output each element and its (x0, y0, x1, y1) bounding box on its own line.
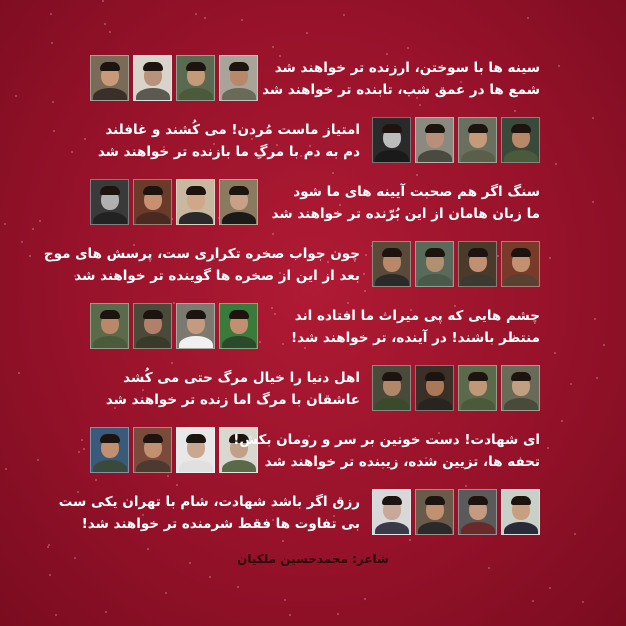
martyr-portrait (458, 241, 497, 287)
verse-line: چشم هایی که پی میراث ما افتاده اند (294, 308, 540, 324)
portrait-shoulders (222, 336, 256, 349)
sparkle (39, 220, 41, 222)
sparkle (554, 352, 556, 354)
portrait-shoulders (375, 522, 409, 535)
portrait-hair (382, 496, 402, 505)
martyr-portrait (501, 489, 540, 535)
sparkle (165, 592, 167, 594)
portrait-shoulders (504, 274, 538, 287)
verse (90, 119, 360, 163)
sparkle (272, 233, 274, 235)
portrait-shoulders (179, 460, 213, 473)
sparkle (555, 163, 557, 165)
portrait-shoulders (461, 274, 495, 287)
portrait-group (90, 303, 258, 349)
martyr-portrait (133, 427, 172, 473)
verse-line: اهل دنیا را خیال مرگ حتی می کُشد (123, 370, 360, 386)
martyr-portrait (501, 241, 540, 287)
sparkle (53, 130, 55, 132)
martyr-portrait (372, 117, 411, 163)
portrait-hair (511, 496, 531, 505)
sparkle (592, 117, 594, 119)
portrait-shoulders (222, 460, 256, 473)
martyr-portrait (219, 179, 258, 225)
portrait-shoulders (179, 212, 213, 225)
sparkle (306, 32, 308, 34)
sparkle (547, 447, 549, 449)
verse-line: عاشقان با مرگ اما زنده تر خواهند شد (105, 392, 360, 408)
sparkle (592, 201, 594, 203)
verse (43, 243, 360, 287)
sparkle (147, 548, 149, 550)
sparkle (55, 614, 57, 616)
sparkle (582, 601, 584, 603)
martyr-portrait (372, 365, 411, 411)
martyr-portrait (415, 489, 454, 535)
portrait-hair (143, 62, 163, 71)
verse-line: ای شهادت! دست خونین بر سر و رومان بکش! (233, 432, 540, 448)
martyr-portrait (415, 117, 454, 163)
sparkle (332, 172, 334, 174)
martyr-portrait (501, 365, 540, 411)
portrait-group (372, 241, 540, 287)
verse (58, 491, 360, 535)
portrait-shoulders (222, 88, 256, 101)
sparkle (407, 47, 409, 49)
martyr-portrait (372, 241, 411, 287)
portrait-hair (229, 186, 249, 195)
portrait-hair (229, 310, 249, 319)
sparkle (237, 586, 239, 588)
martyr-portrait (219, 303, 258, 349)
portrait-hair (100, 310, 120, 319)
sparkle (527, 17, 529, 19)
portrait-shoulders (461, 150, 495, 163)
martyr-portrait (501, 117, 540, 163)
verse (90, 367, 360, 411)
martyr-portrait (176, 303, 215, 349)
sparkle (289, 614, 291, 616)
sparkle (50, 13, 52, 15)
verse-line: منتظر باشند! در آینده، تر خواهند شد! (291, 330, 540, 346)
verse-line: بی تفاوت ها فقط شرمنده تر خواهند شد! (81, 516, 360, 532)
martyr-portrait (176, 427, 215, 473)
sparkle (83, 448, 85, 450)
sparkle (209, 576, 211, 578)
verse (270, 181, 540, 225)
sparkle (549, 257, 551, 259)
portrait-shoulders (461, 398, 495, 411)
verse-line: تحفه ها، تزیین شده، زیبنده تر خواهند شد (264, 454, 540, 470)
portrait-shoulders (179, 88, 213, 101)
verse-line: چون جواب صخره تکراری ست، پرسش های موج (43, 246, 360, 262)
portrait-group (372, 365, 540, 411)
portrait-hair (100, 434, 120, 443)
verse (270, 305, 540, 349)
portrait-group (372, 117, 540, 163)
sparkle (49, 574, 51, 576)
sparkle (176, 484, 178, 486)
portrait-shoulders (375, 150, 409, 163)
portrait-hair (511, 248, 531, 257)
sparkle (102, 0, 104, 2)
portrait-hair (186, 186, 206, 195)
poet-signature: شاعر: محمدحسین ملکیان (237, 552, 389, 566)
sparkle (570, 383, 572, 385)
portrait-hair (100, 62, 120, 71)
martyr-portrait (90, 427, 129, 473)
portrait-group (90, 55, 258, 101)
sparkle (105, 611, 107, 613)
sparkle (71, 151, 73, 153)
portrait-hair (382, 372, 402, 381)
stanza-row (90, 55, 540, 107)
sparkle (109, 31, 111, 33)
sparkle (558, 65, 560, 67)
sparkle (465, 485, 467, 487)
sparkle (95, 479, 97, 481)
sparkle (32, 228, 34, 230)
martyr-portrait (90, 55, 129, 101)
martyr-portrait (458, 117, 497, 163)
stanza-row (58, 489, 540, 541)
portrait-shoulders (418, 150, 452, 163)
portrait-hair (186, 434, 206, 443)
sparkle (18, 372, 20, 374)
portrait-hair (425, 248, 445, 257)
martyr-portrait (415, 241, 454, 287)
portrait-shoulders (136, 88, 170, 101)
portrait-hair (143, 310, 163, 319)
portrait-group (90, 179, 258, 225)
portrait-hair (186, 310, 206, 319)
stanza-row (90, 427, 540, 479)
sparkle (241, 19, 243, 21)
portrait-hair (511, 124, 531, 133)
portrait-shoulders (93, 336, 127, 349)
portrait-shoulders (93, 88, 127, 101)
sparkle (416, 174, 418, 176)
portrait-hair (229, 62, 249, 71)
sparkle (364, 598, 366, 600)
verse-line: بعد از این از صخره ها گوینده تر خواهند شد (74, 268, 360, 284)
sparkle (47, 546, 49, 548)
portrait-shoulders (504, 150, 538, 163)
stanza-row (90, 117, 540, 169)
verse (262, 57, 540, 101)
martyr-portrait (90, 303, 129, 349)
sparkle (37, 459, 39, 461)
sparkle (171, 362, 173, 364)
sparkle (15, 95, 17, 97)
portrait-hair (382, 124, 402, 133)
portrait-hair (468, 496, 488, 505)
portrait-shoulders (136, 336, 170, 349)
martyr-portrait (458, 489, 497, 535)
portrait-hair (425, 496, 445, 505)
portrait-shoulders (222, 212, 256, 225)
portrait-hair (143, 186, 163, 195)
portrait-hair (425, 124, 445, 133)
sparkle (21, 241, 23, 243)
martyr-portrait (458, 365, 497, 411)
portrait-shoulders (93, 460, 127, 473)
sparkle (272, 46, 274, 48)
sparkle (84, 138, 86, 140)
portrait-shoulders (136, 460, 170, 473)
portrait-hair (468, 124, 488, 133)
sparkle (561, 420, 563, 422)
sparkle (488, 567, 490, 569)
portrait-shoulders (418, 522, 452, 535)
verse-line: دم به دم با مرگِ ما بازنده تر خواهند شد (97, 144, 360, 160)
sparkle (52, 101, 54, 103)
martyr-portrait (372, 489, 411, 535)
martyr-portrait (133, 303, 172, 349)
sparkle (532, 600, 534, 602)
stanza-row (90, 303, 540, 355)
portrait-hair (382, 248, 402, 257)
portrait-shoulders (93, 212, 127, 225)
verse-line: ما زبان هامان از این بُرّنده تر خواهند شد (271, 206, 540, 222)
portrait-hair (511, 372, 531, 381)
martyr-portrait (90, 179, 129, 225)
portrait-shoulders (504, 522, 538, 535)
portrait-hair (143, 434, 163, 443)
portrait-shoulders (504, 398, 538, 411)
portrait-shoulders (418, 398, 452, 411)
stanza-row (43, 241, 540, 293)
verse-line: شمع ها در عمق شب، تابنده تر خواهند شد (262, 82, 540, 98)
portrait-group (372, 489, 540, 535)
sparkle (29, 255, 31, 257)
sparkle (549, 587, 551, 589)
portrait-shoulders (375, 274, 409, 287)
portrait-shoulders (136, 212, 170, 225)
portrait-hair (186, 62, 206, 71)
sparkle (284, 599, 286, 601)
martyr-portrait (219, 55, 258, 101)
martyr-portrait (176, 55, 215, 101)
verse-line: رزق اگر باشد شهادت، شام با تهران یکی ست (58, 494, 360, 510)
sparkle (514, 110, 516, 112)
stanza-row (90, 179, 540, 231)
sparkle (596, 377, 598, 379)
portrait-hair (100, 186, 120, 195)
sparkle (104, 23, 106, 25)
sparkle (603, 344, 605, 346)
martyr-portrait (133, 55, 172, 101)
verse-line: سنگ اگر هم صحبت آیینه های ما شود (293, 184, 540, 200)
martyr-portrait (133, 179, 172, 225)
sparkle (204, 17, 206, 19)
portrait-hair (425, 372, 445, 381)
sparkle (343, 14, 345, 16)
sparkle (337, 613, 339, 615)
sparkle (5, 468, 7, 470)
sparkle (4, 223, 6, 225)
portrait-shoulders (418, 274, 452, 287)
portrait-shoulders (461, 522, 495, 535)
sparkle (81, 439, 83, 441)
verse-line: امتیاز ماست مُردن! می کُشند و غافلند (105, 122, 360, 138)
sparkle (574, 533, 576, 535)
portrait-hair (468, 248, 488, 257)
sparkle (195, 13, 197, 15)
verse-line: سینه ها با سوختن، ارزنده تر خواهند شد (274, 60, 540, 76)
sparkle (78, 451, 80, 453)
verse (233, 429, 540, 473)
martyr-portrait (415, 365, 454, 411)
portrait-hair (468, 372, 488, 381)
martyr-portrait (176, 179, 215, 225)
portrait-shoulders (375, 398, 409, 411)
portrait-shoulders (179, 336, 213, 349)
sparkle (51, 42, 53, 44)
stanza-row (90, 365, 540, 417)
sparkle (594, 318, 596, 320)
